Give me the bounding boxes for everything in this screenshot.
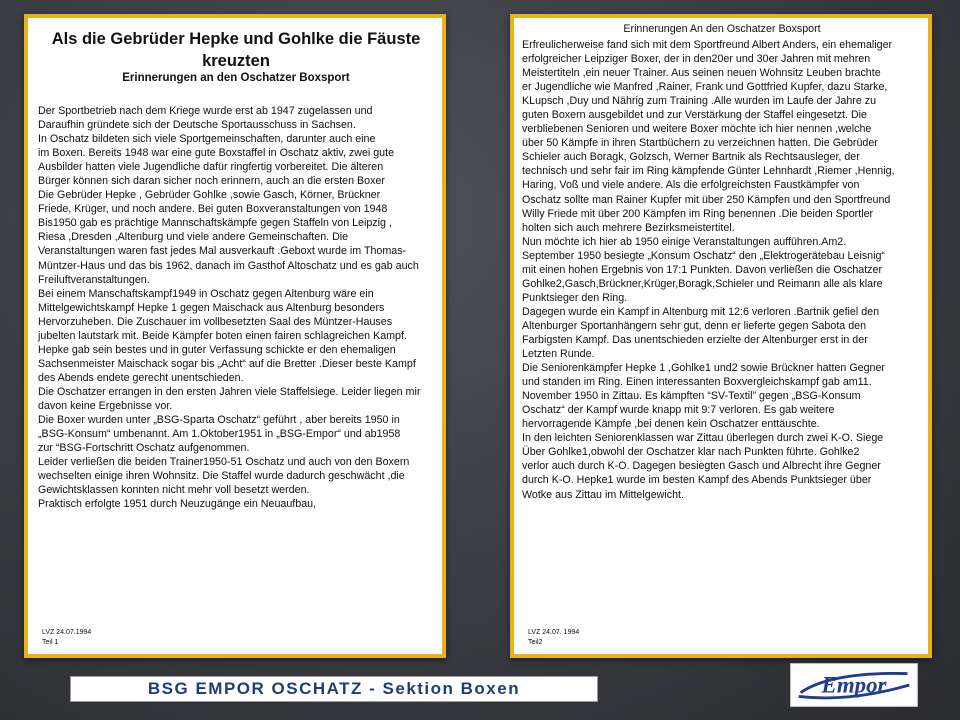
article-page-part-1 [24, 14, 446, 658]
empor-logo [790, 663, 918, 707]
logo-wordmark: Empor [821, 672, 887, 698]
article-title: Als die Gebrüder Hepke und Gohlke die Fäuste kreuzten [51, 30, 421, 70]
article-heading: Erinnerungen An den Oschatzer Boxsport [623, 23, 821, 35]
source-part: Teil 1 [42, 639, 59, 646]
source-publication: LVZ 24.07.1994 [42, 629, 92, 636]
article-body: Der Sportbetrieb nach dem Kriege wurde erst ab 1947 zugelassen und Daraufhin gründete sich der Deutsche Sportausschuss in Sachsen. In Oschatz bildeten sich viele Sportgemeinschaften, darunter auch eine im Boxen. Bereits 1948 war eine gute Boxstaffel in Oschatz aktiv, zwei gute Ausbilder hatten viele Jugendliche dafür ringfertig vorbereitet. Die älteren Bürger können sich daran sicher noch erinnern, auch an die ersten Boxer Die Gebrüder Hepke , Gebrüder Gohlke ,sowie Gasch, Körner, Brückner Friede, Krüger, und noch andere. Bei guten Boxveranstaltungen von 1948 Bis1950 gab es prächtige Mannschaftskämpfe gegen Staffeln von Leipzig , Riesa ,Dresden ,Altenburg und viele andere Gemeinschaften. Die Veranstaltungen waren fast jedes Mal ausverkauft .Geboxt wurde im Thomas- Müntzer-Haus und das bis 1962, danach im Gasthof Altoschatz und es gab auch Freiluftveranstaltungen. Bei einem Manschaftskampf1949 in Oschatz gegen Altenburg wäre ein Mittelgewichtskampf Hepke 1 gegen Maischack aus Altenburg besonders Hervorzuheben. Die Zuschauer im vollbesetzten Saal des Müntzer-Hauses jubelten lautstark mit. Beide Kämpfer boten einen fairen schlagreichen Kampf. Hepke gab sein bestes und in guter Verfassung schickte er den ehemaligen Sachsenmeister Maischack sogar bis „Acht“ auf die Bretter .Dieser beste Kampf des Abends endete gerecht unentschieden. Die Oschatzer errangen in den ersten Jahren viele Staffelsiege. Leider liegen mir davon keine Ergebnisse vor. Die Boxer wurden unter „BSG-Sparta Oschatz“ geführt , aber bereits 1950 in „BSG-Konsum“ umbenannt. Am 1.Oktober1951 in „BSG-Empor“ und ab1958 zur “BSG-Fortschritt Oschatz aufgenommen. Leider verließen die beiden Trainer1950-51 Oschatz und auch von den Boxern wechselten einige ihren Wohnsitz. Die Staffel wurde dadurch geschwächt ,die Gewichtsklassen konnten nicht mehr voll besetzt werden. Praktisch erfolgte 1951 durch Neuzugänge ein Neuaufbau, [38, 105, 421, 511]
article-subtitle: Erinnerungen an den Oschatzer Boxsport [122, 72, 350, 84]
club-banner: BSG EMPOR OSCHATZ - Sektion Boxen [70, 676, 598, 702]
empor-logo-icon [791, 664, 917, 706]
source-citation [528, 628, 579, 648]
article-content [36, 24, 436, 650]
source-part: Teil2 [528, 639, 543, 646]
article-content [522, 24, 922, 650]
source-publication: LVZ 24.07. 1994 [528, 629, 580, 636]
source-citation [42, 628, 91, 648]
article-page-part-2 [510, 14, 932, 658]
article-body: Erfreulicherweise fand sich mit dem Sportfreund Albert Anders, ein ehemaliger erfolgreicher Leipziger Boxer, der in den20er und 30er Jahren mit mehren Meistertiteln ,ein neuer Trainer. Aus seinen neuen Wohnsitz Leuben brachte er Jugendliche wie Manfred ,Rainer, Frank und Gottfried Kupfer, dazu Starke, KLupsch ,Duy und Nährig zum Training .Alle wurden im Laufe der Jahre zu guten Boxern ausgebildet und zur Verstärkung der Staffel eingesetzt. Die verbliebenen Senioren und weitere Boxer möchte ich hier nennen ,welche über 50 Kämpfe in ihren Startbüchern zu verzeichnen hatten. Die Gebrüder Schieler auch Boragk, Golzsch, Werner Bartnik als Rechtsausleger, der technisch und sehr fair im Ring kämpfende Günter Lehnhardt ,Riemer ,Hennig, Haring, Voß und viele andere. Als die erfolgreichsten Faustkämpfer von Oschatz sollte man Rainer Kupfer mit über 250 Kämpfen und den Sportfreund Willy Friede mit über 200 Kämpfen im Ring benennen .Die beiden Sportler holten sich auch mehrere Bezirksmeistertitel. Nun möchte ich hier ab 1950 einige Veranstaltungen aufführen.Am2. September 1950 besiegte „Konsum Oschatz“ den „Elektrogerätebau Leisnig“ mit einen hohen Ergebnis von 17:1 Punkten. Davon verließen die Oschatzer Gohlke2,Gasch,Brückner,Krüger,Boragk,Schieler und Reimann alle als klare Punktsieger den Ring. Dagegen wurde ein Kampf in Altenburg mit 12:6 verloren .Bartnik gefiel den Altenburger Sportanhängern sehr gut, denn er lieferte gegen Sabota den Farbigsten Kampf. Das unentschieden erzielte der Altenburger erst in der Letzten Runde. Die Seniorenkämpfer Hepke 1 ,Gohlke1 und2 sowie Brückner hatten Gegner und standen im Ring. Einen interessanten Boxvergleichskampf gab am11. November 1950 in Zittau. Es kämpften “SV-Textil” gegen „BSG-Konsum Oschatz“ der Kampf wurde knapp mit 9:7 verloren. Es gab weitere hervorragende Kämpfe ,bei denen kein Oschatzer enttäuschte. In den leichten Seniorenklassen war Zittau überlegen durch zwei K-O. Siege Über Gohlke1,obwohl der Oschatzer klar nach Punkten führte. Gohlke2 verlor auch durch K-O. Dagegen besiegten Gasch und Albrecht ihre Gegner durch K-O. Hepke1 wurde im besten Kampf des Abends Punktsieger über Wotke aus Zittau im Mittelgewicht. [522, 39, 895, 501]
